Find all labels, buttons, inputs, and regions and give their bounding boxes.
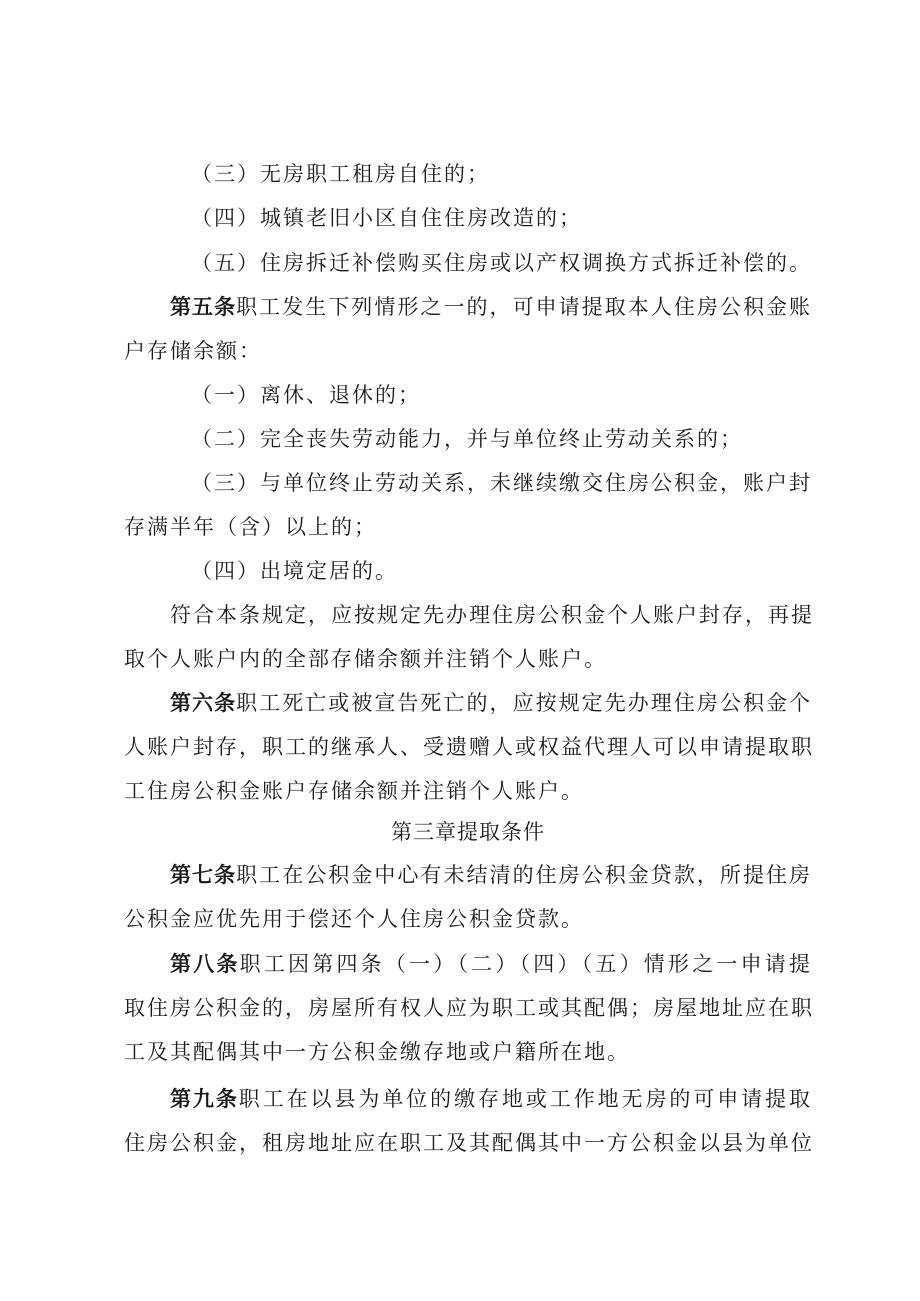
article-5-line-2: 户存储余额：: [124, 339, 262, 363]
chapter-3-heading: 第三章提取条件: [391, 820, 545, 844]
article-8-line-3: 工及其配偶其中一方公积金缴存地或户籍所在地。: [124, 1040, 630, 1064]
article-5-item-4: （四）出境定居的。: [191, 559, 398, 583]
article-6-text-1: 职工死亡或被宣告死亡的，应按规定先办理住房公积金个: [236, 691, 813, 715]
article-9-line-1: [170, 1085, 812, 1113]
article-5-para-line-1: 符合本条规定，应按规定先办理住房公积金个人账户封存，再提: [170, 603, 814, 627]
article-7-line-1: [170, 861, 812, 889]
article-5-item-2: （二）完全丧失劳动能力，并与单位终止劳动关系的；: [191, 427, 743, 451]
item-5-demolition: （五）住房拆迁补偿购买住房或以产权调换方式拆迁补偿的。: [191, 251, 812, 275]
article-5-para-line-2: 取个人账户内的全部存储余额并注销个人账户。: [124, 647, 607, 671]
article-7-line-2: 公积金应优先用于偿还个人住房公积金贷款。: [124, 907, 584, 931]
article-6-heading: 第六条: [170, 691, 237, 715]
article-7-text-1: 职工在公积金中心有未结清的住房公积金贷款，所提住房: [236, 863, 813, 887]
article-7-heading: 第七条: [170, 863, 237, 887]
article-5-item-3-line-1: （三）与单位终止劳动关系，未继续缴交住房公积金，账户封: [191, 471, 812, 495]
article-8-text-1: 职工因第四条（一）（二）（四）（五）情形之一申请提: [239, 952, 813, 976]
article-9-heading: 第九条: [170, 1087, 239, 1111]
article-8-heading: 第八条: [170, 952, 240, 976]
article-6-line-2: 人账户封存，职工的继承人、受遗赠人或权益代理人可以申请提取职: [124, 735, 814, 759]
article-8-line-1: [170, 950, 812, 978]
article-5-heading: 第五条: [170, 295, 237, 319]
article-8-line-2: 取住房公积金的，房屋所有权人应为职工或其配偶；房屋地址应在职: [124, 996, 814, 1020]
article-5-item-3-line-2: 存满半年（含）以上的；: [124, 515, 377, 539]
article-9-line-2: 住房公积金，租房地址应在职工及其配偶其中一方公积金以县为单位: [124, 1131, 814, 1155]
article-5-line-1: [170, 293, 812, 321]
item-4-renovation: （四）城镇老旧小区自住住房改造的；: [191, 206, 582, 230]
article-6-line-1: [170, 689, 812, 717]
article-5-item-1: （一）离休、退休的；: [191, 383, 421, 407]
article-5-text-1: 职工发生下列情形之一的，可申请提取本人住房公积金账: [236, 295, 813, 319]
article-6-line-3: 工住房公积金账户存储余额并注销个人账户。: [124, 779, 584, 803]
article-9-text-1: 职工在以县为单位的缴存地或工作地无房的可申请提取: [238, 1087, 813, 1111]
item-3-renting: （三）无房职工租房自住的；: [191, 162, 490, 186]
